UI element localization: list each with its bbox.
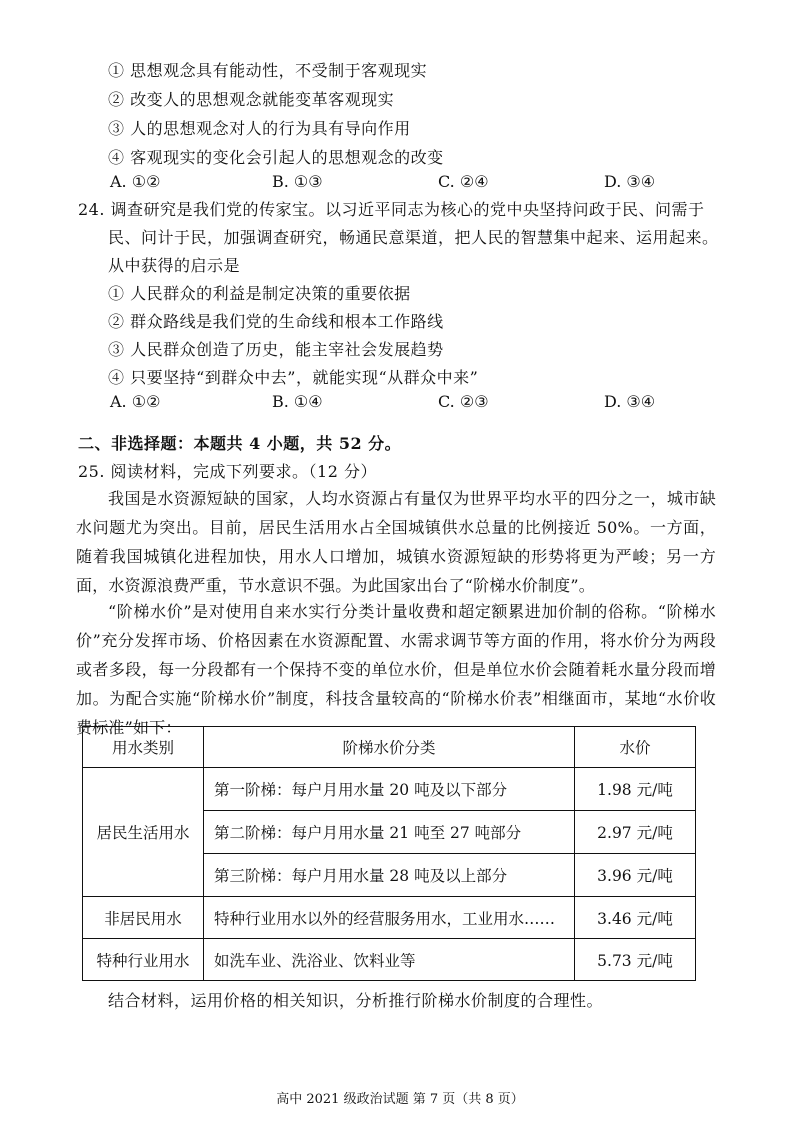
table-row — [83, 768, 696, 811]
q23-option-a: A. ①② — [110, 172, 161, 191]
resident-category-cell: 居民生活用水 — [83, 768, 204, 897]
q24-stem-line-1: 24. 调查研究是我们党的传家宝。以习近平同志为核心的党中央坚持问政于民、问需于 — [78, 200, 705, 219]
q24-item-3: ③ 人民群众创造了历史，能主宰社会发展趋势 — [108, 340, 444, 359]
table-row — [83, 897, 696, 939]
non-resident-tier-cell: 特种行业用水以外的经营服务用水，工业用水…… — [204, 897, 575, 939]
header-category: 用水类别 — [83, 727, 204, 768]
header-price: 水价 — [575, 727, 696, 768]
tier-2-price: 2.97 元/吨 — [575, 811, 696, 854]
tier-3-price: 3.96 元/吨 — [575, 854, 696, 897]
non-resident-price: 3.46 元/吨 — [575, 897, 696, 939]
tier-3-cell: 第三阶梯：每户月用水量 28 吨及以上部分 — [204, 854, 575, 897]
q24-option-b: B. ①④ — [272, 392, 323, 411]
q24-option-a: A. ①② — [110, 392, 161, 411]
q24-stem-line-2: 民、问计于民，加强调查研究，畅通民意渠道，把人民的智慧集中起来、运用起来。 — [108, 228, 719, 247]
table-header-row — [83, 727, 696, 768]
q23-item-2: ② 改变人的思想观念就能变革客观现实 — [108, 90, 395, 109]
q23-option-b: B. ①③ — [272, 172, 323, 191]
special-price: 5.73 元/吨 — [575, 939, 696, 981]
header-tier: 阶梯水价分类 — [204, 727, 575, 768]
q25-paragraph-1: 我国是水资源短缺的国家，人均水资源占有量仅为世界平均水平的四分之一，城市缺水问题尤为突出。目前，居民生活用水占全国城镇供水总量的比例接近 50%。一方面，随着我国城镇化进程加快，用水人口增加，城镇水资源短缺的形势将更为严峻；另一方面，水资源浪费严重，节水意识不强。为此国家出台了“阶梯水价制度”。 — [76, 489, 716, 595]
special-category-cell: 特种行业用水 — [83, 939, 204, 981]
q25-paragraph-2: “阶梯水价”是对使用自来水实行分类计量收费和超定额累进加价制的俗称。“阶梯水价”充分发挥市场、价格因素在水资源配置、水需求调节等方面的作用，将水价分为两段或者多段，每一分段都有一个保持不变的单位水价，但是单位水价会随着耗水量分段而增加。为配合实施“阶梯水价”制度，科技含量较高的“阶梯水价表”相继面市，某地“水价收费标准”如下： — [76, 602, 716, 737]
q25-question: 结合材料，运用价格的相关知识，分析推行阶梯水价制度的合理性。 — [108, 991, 604, 1010]
section-heading: 二、非选择题：本题共 4 小题，共 52 分。 — [78, 434, 402, 453]
q23-item-4: ④ 客观现实的变化会引起人的思想观念的改变 — [108, 148, 444, 167]
table-row — [83, 939, 696, 981]
special-tier-cell: 如洗车业、洗浴业、饮料业等 — [204, 939, 575, 981]
q23-option-c: C. ②④ — [438, 172, 489, 191]
q24-item-1: ① 人民群众的利益是制定决策的重要依据 — [108, 284, 411, 303]
page-footer: 高中 2021 级政治试题 第 7 页（共 8 页） — [276, 1092, 524, 1107]
q25-stem: 25. 阅读材料，完成下列要求。（12 分） — [78, 462, 377, 481]
q24-item-2: ② 群众路线是我们党的生命线和根本工作路线 — [108, 312, 444, 331]
tier-1-cell: 第一阶梯：每户月用水量 20 吨及以下部分 — [204, 768, 575, 811]
q23-item-1: ① 思想观念具有能动性，不受制于客观现实 — [108, 61, 428, 80]
q23-option-d: D. ③④ — [604, 172, 656, 191]
q23-item-3: ③ 人的思想观念对人的行为具有导向作用 — [108, 119, 411, 138]
tier-2-cell: 第二阶梯：每户月用水量 21 吨至 27 吨部分 — [204, 811, 575, 854]
q24-item-4: ④ 只要坚持“到群众中去”，就能实现“从群众中来” — [108, 368, 479, 387]
q24-option-c: C. ②③ — [438, 392, 489, 411]
non-resident-category-cell: 非居民用水 — [83, 897, 204, 939]
water-price-table — [82, 726, 696, 981]
tier-1-price: 1.98 元/吨 — [575, 768, 696, 811]
q24-option-d: D. ③④ — [604, 392, 656, 411]
q24-stem-line-3: 从中获得的启示是 — [108, 256, 241, 275]
